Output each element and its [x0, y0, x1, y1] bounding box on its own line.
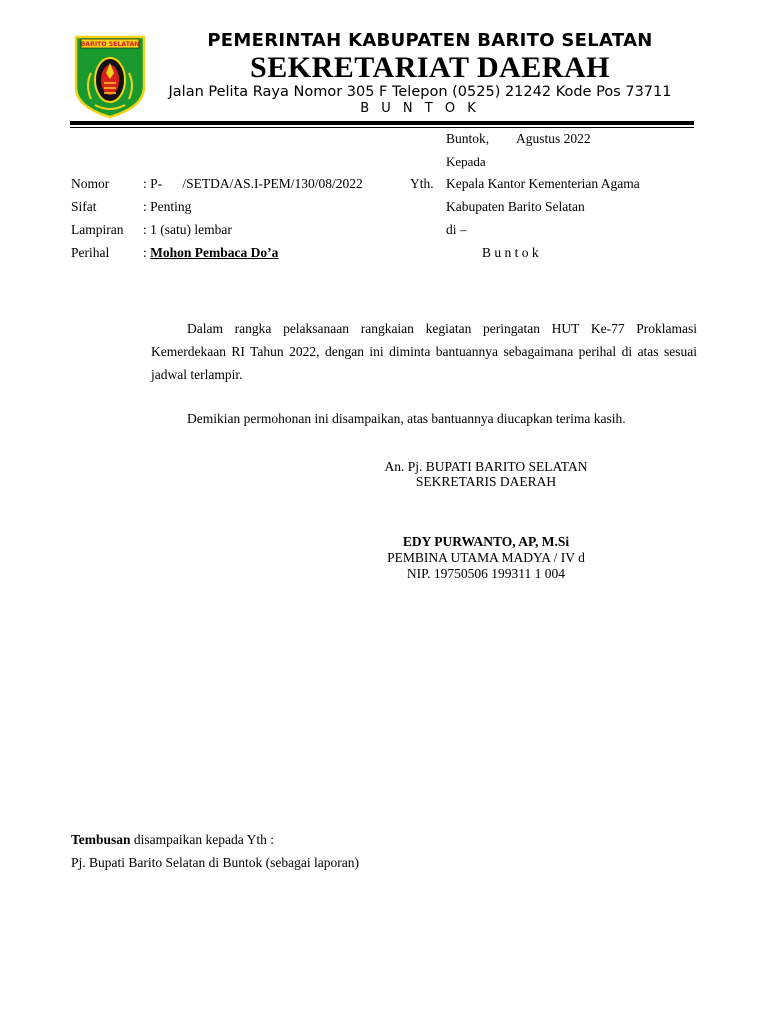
signature-rank: PEMBINA UTAMA MADYA / IV d [387, 550, 585, 565]
signature-position: SEKRETARIS DAERAH [415, 474, 557, 489]
letterhead-rule-thin [70, 127, 694, 128]
signature-on-behalf: An. Pj. BUPATI BARITO SELATAN [384, 459, 588, 474]
perihal-subject: Mohon Pembaca Do’a [150, 245, 279, 260]
recipient-org: Kabupaten Barito Selatan [446, 199, 585, 214]
letterhead-rule-thick [70, 121, 694, 125]
date-place: Buntok, [446, 131, 490, 146]
signature-nip: NIP. 19750506 199311 1 004 [406, 566, 566, 581]
recipient-yth: Yth. [410, 176, 434, 191]
regency-emblem-logo [73, 33, 147, 119]
meta-lampiran-value: : 1 (satu) lembar [143, 222, 232, 237]
meta-nomor-label: Nomor [71, 176, 110, 191]
recipient-kepada: Kepada [446, 154, 486, 169]
recipient-name: Kepala Kantor Kementerian Agama [446, 176, 640, 191]
body-paragraph-1-text: Dalam rangka pelaksanaan rangkaian kegiatan peringatan HUT Ke-77 Proklamasi Kemerdekaan RI Tahun 2022, dengan ini diminta bantuannya sebagaimana perihal di atas sesuai jadwal terlampir. [151, 321, 697, 382]
government-name: PEMERINTAH KABUPATEN BARITO SELATAN [207, 30, 653, 51]
recipient-di: di – [446, 222, 467, 237]
office-address: Jalan Pelita Raya Nomor 305 F Telepon (0525) 21242 Kode Pos 73711 [168, 84, 672, 100]
meta-nomor-value: : P- /SETDA/AS.I-PEM/130/08/2022 [143, 176, 363, 191]
signature-name: EDY PURWANTO, AP, M.Si [402, 534, 570, 549]
meta-perihal-value [143, 245, 278, 261]
recipient-city: B u n t o k [482, 245, 539, 260]
date-value: Agustus 2022 [516, 131, 591, 146]
cc-item: Pj. Bupati Barito Selatan di Buntok (sebagai laporan) [71, 855, 359, 870]
cc-heading [71, 832, 274, 848]
body-paragraph-2: Demikian permohonan ini disampaikan, atas bantuannya diucapkan terima kasih. [187, 411, 626, 426]
cc-label-rest: disampaikan kepada Yth : [130, 832, 274, 847]
meta-sifat-label: Sifat [71, 199, 97, 214]
cc-label: Tembusan [71, 832, 131, 847]
letterhead-city: B U N T O K [360, 101, 480, 116]
office-name: SEKRETARIAT DAERAH [250, 51, 610, 84]
meta-lampiran-label: Lampiran [71, 222, 124, 237]
meta-perihal-label: Perihal [71, 245, 110, 260]
meta-sifat-value: : Penting [143, 199, 192, 214]
logo-label: BARITO SELATAN [80, 41, 140, 49]
perihal-prefix: : [143, 245, 151, 260]
body-paragraph-1 [151, 317, 697, 386]
